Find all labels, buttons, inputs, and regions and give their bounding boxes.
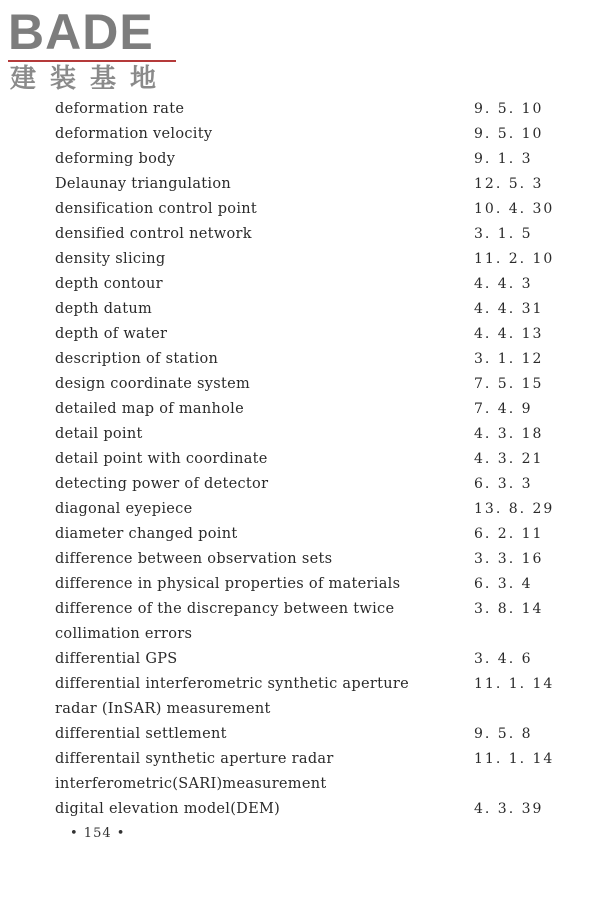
entry-ref: 7. 4. 9	[474, 401, 533, 417]
index-entry	[0, 270, 600, 295]
entry-term: densified control network	[55, 226, 252, 242]
index-entry	[0, 145, 600, 170]
index-entry	[0, 120, 600, 145]
index-entry	[0, 195, 600, 220]
entry-ref: 13. 8. 29	[474, 501, 555, 517]
entry-ref: 4. 4. 31	[474, 301, 544, 317]
index-entry	[0, 420, 600, 445]
index-entry	[0, 670, 600, 720]
entry-ref: 6. 3. 3	[474, 476, 533, 492]
index-entry	[0, 345, 600, 370]
entry-term: diagonal eyepiece	[55, 501, 193, 517]
entry-term: difference of the discrepancy between twice collimation errors	[55, 601, 395, 642]
index-entry	[0, 395, 600, 420]
entry-term: description of station	[55, 351, 219, 367]
entry-term: Delaunay triangulation	[55, 176, 232, 192]
index-entry	[0, 220, 600, 245]
glossary-index	[0, 95, 600, 820]
index-entry	[0, 470, 600, 495]
entry-term: differential GPS	[55, 651, 178, 667]
logo-subtitle: 建装基地	[10, 64, 171, 94]
entry-ref: 4. 4. 13	[474, 326, 544, 342]
entry-ref: 6. 2. 11	[474, 526, 544, 542]
entry-ref: 4. 3. 21	[474, 451, 544, 467]
entry-term: difference between observation sets	[55, 551, 333, 567]
index-entry	[0, 170, 600, 195]
entry-ref: 3. 4. 6	[474, 651, 533, 667]
index-entry	[0, 595, 600, 645]
index-entry	[0, 745, 600, 795]
entry-term: deforming body	[55, 151, 176, 167]
entry-term: detail point with coordinate	[55, 451, 268, 467]
entry-term: depth of water	[55, 326, 168, 342]
entry-ref: 3. 1. 5	[474, 226, 533, 242]
entry-term: differential interferometric synthetic aperture radar (InSAR) measurement	[55, 676, 409, 717]
index-entry	[0, 495, 600, 520]
entry-ref: 3. 8. 14	[474, 601, 544, 617]
entry-term: differentail synthetic aperture radar interferometric(SARI)measurement	[55, 751, 334, 792]
entry-ref: 12. 5. 3	[474, 176, 544, 192]
index-entry	[0, 795, 600, 820]
entry-ref: 4. 3. 18	[474, 426, 544, 442]
entry-term: depth contour	[55, 276, 163, 292]
index-entry	[0, 370, 600, 395]
entry-term: detail point	[55, 426, 143, 442]
entry-ref: 3. 1. 12	[474, 351, 544, 367]
page-number: • 154 •	[70, 826, 126, 841]
entry-term: diameter changed point	[55, 526, 238, 542]
entry-term: deformation rate	[55, 101, 185, 117]
index-entry	[0, 645, 600, 670]
entry-ref: 9. 1. 3	[474, 151, 533, 167]
entry-ref: 4. 3. 39	[474, 801, 544, 817]
entry-ref: 10. 4. 30	[474, 201, 555, 217]
entry-ref: 4. 4. 3	[474, 276, 533, 292]
entry-term: detailed map of manhole	[55, 401, 244, 417]
entry-ref: 3. 3. 16	[474, 551, 544, 567]
logo-brand: BADE	[8, 4, 154, 60]
entry-term: density slicing	[55, 251, 166, 267]
entry-term: design coordinate system	[55, 376, 251, 392]
entry-term: densification control point	[55, 201, 258, 217]
entry-ref: 9. 5. 10	[474, 101, 544, 117]
entry-term: deformation velocity	[55, 126, 213, 142]
index-entry	[0, 320, 600, 345]
index-entry	[0, 545, 600, 570]
index-entry	[0, 445, 600, 470]
index-entry	[0, 520, 600, 545]
entry-term: difference in physical properties of materials	[55, 576, 401, 592]
entry-term: digital elevation model(DEM)	[55, 801, 281, 817]
entry-ref: 6. 3. 4	[474, 576, 533, 592]
entry-term: detecting power of detector	[55, 476, 269, 492]
entry-ref: 11. 1. 14	[474, 676, 555, 692]
entry-ref: 11. 2. 10	[474, 251, 555, 267]
index-entry	[0, 570, 600, 595]
entry-term: depth datum	[55, 301, 153, 317]
index-entry	[0, 295, 600, 320]
entry-ref: 7. 5. 15	[474, 376, 544, 392]
entry-ref: 11. 1. 14	[474, 751, 555, 767]
index-entry	[0, 95, 600, 120]
index-entry	[0, 720, 600, 745]
entry-term: differential settlement	[55, 726, 227, 742]
index-entry	[0, 245, 600, 270]
entry-ref: 9. 5. 8	[474, 726, 533, 742]
watermark-logo	[8, 4, 178, 94]
entry-ref: 9. 5. 10	[474, 126, 544, 142]
